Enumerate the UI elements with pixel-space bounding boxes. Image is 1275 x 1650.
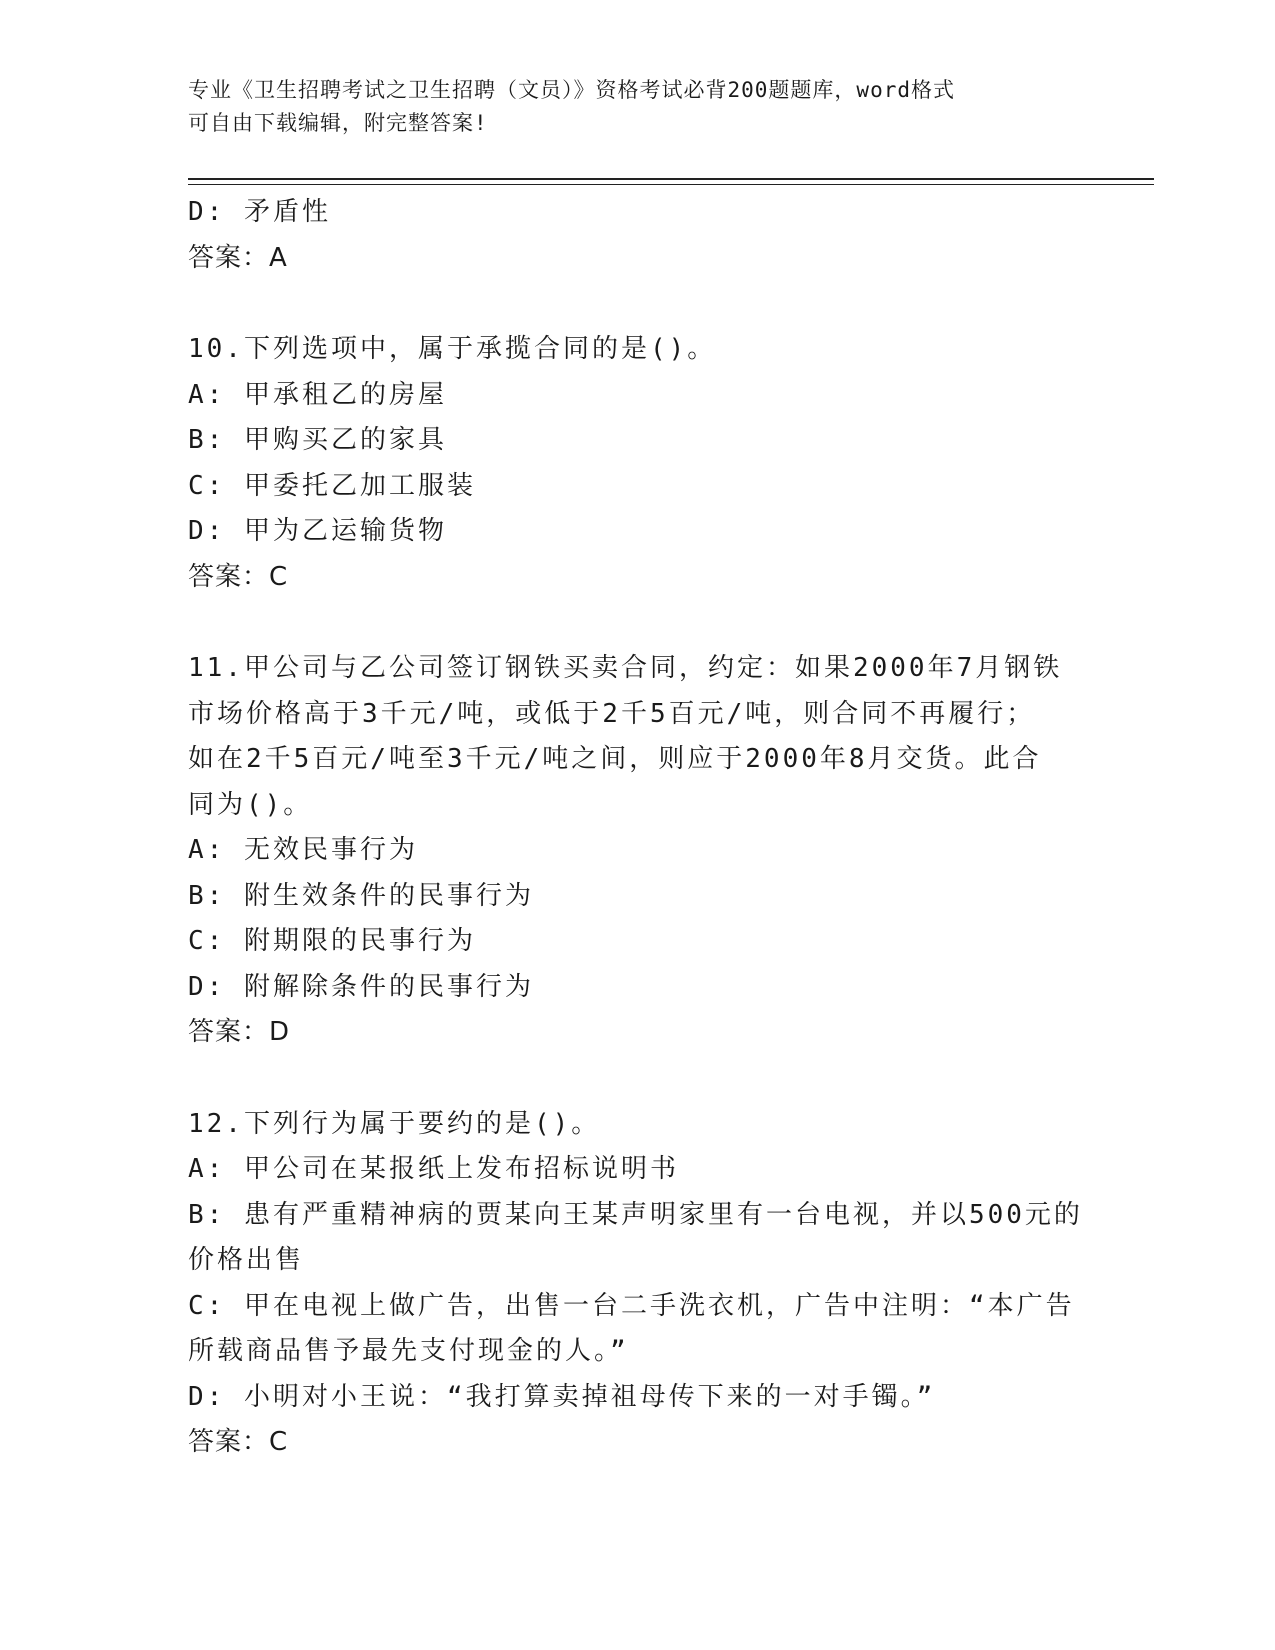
document-header [188,74,1088,140]
option-d: D: 附解除条件的民事行为 [188,971,534,1002]
answer-line: 答案：C [188,561,289,592]
question-content [188,190,1088,1466]
header-divider-thin [188,184,1154,185]
option-d: D: 小明对小王说：“我打算卖掉祖母传下来的一对手镯。” [188,1381,936,1412]
option-b-continued: 价格出售 [188,1245,305,1275]
question-stem: 如在2千5百元/吨至3千元/吨之间，则应于2000年8月交货。此合 [188,744,1042,774]
option-d: D: 甲为乙运输货物 [188,516,447,546]
option-a: A: 甲承租乙的房屋 [188,379,447,410]
previous-question-tail [188,190,1088,281]
spacer [188,281,1088,327]
question-12 [188,1102,1088,1466]
question-stem: 10.下列选项中，属于承揽合同的是()。 [188,334,717,364]
question-11 [188,646,1088,1056]
option-d: D: 矛盾性 [188,197,331,227]
spacer [188,1056,1088,1102]
answer-line: 答案：C [188,1427,289,1457]
option-b: B: 患有严重精神病的贾某向王某声明家里有一台电视，并以500元的 [188,1199,1083,1230]
option-a: A: 无效民事行为 [188,835,418,865]
option-b: B: 附生效条件的民事行为 [188,880,534,911]
question-stem: 同为()。 [188,789,313,820]
question-stem: 市场价格高于3千元/吨，或低于2千5百元/吨，则合同不再履行； [188,698,1036,729]
option-c-continued: 所载商品售予最先支付现金的人。” [188,1336,629,1366]
option-a: A: 甲公司在某报纸上发布招标说明书 [188,1154,679,1184]
header-title-line-2: 可自由下载编辑，附完整答案! [188,111,488,135]
option-c: C: 甲委托乙加工服装 [188,470,476,501]
option-b: B: 甲购买乙的家具 [188,425,447,455]
option-c: C: 附期限的民事行为 [188,926,476,956]
header-divider-thick [188,178,1154,180]
question-stem: 12.下列行为属于要约的是()。 [188,1108,601,1139]
option-c: C: 甲在电视上做广告，出售一台二手洗衣机，广告中注明：“本广告 [188,1290,1075,1321]
question-stem: 11.甲公司与乙公司签订钢铁买卖合同，约定：如果2000年7月钢铁 [188,653,1063,683]
question-10 [188,327,1088,600]
header-title-line-1: 专业《卫生招聘考试之卫生招聘（文员）》资格考试必背200题题库，word格式 [188,78,955,102]
answer-line: 答案：D [188,1017,291,1047]
spacer [188,600,1088,646]
answer-line: 答案：A [188,242,288,273]
